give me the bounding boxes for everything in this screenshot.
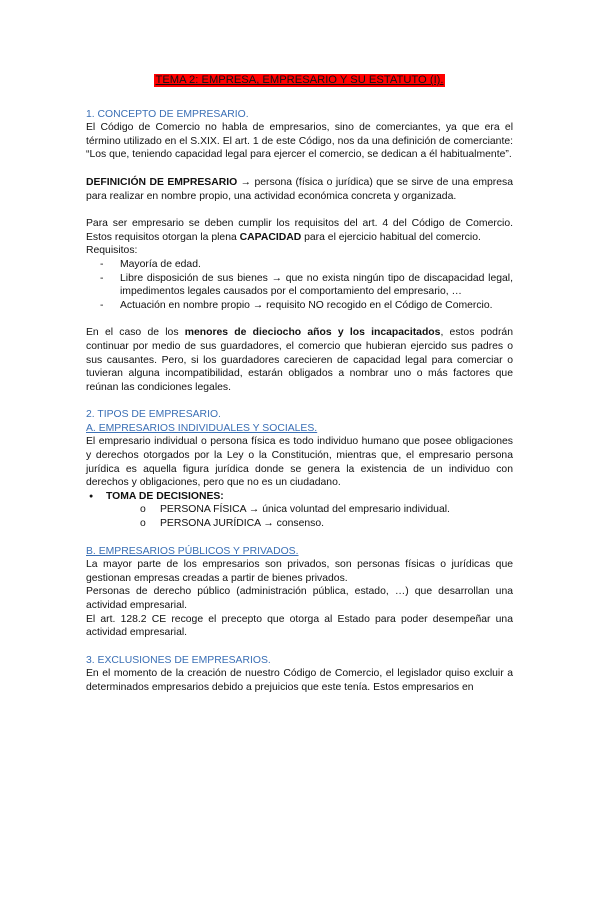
list-item: o PERSONA FÍSICA → única voluntad del empresario individual. (140, 503, 513, 517)
minors-text-a: En el caso de los (86, 327, 185, 339)
section-1-paragraph-1: El Código de Comercio no habla de empresarios, sino de comerciantes, ya que era el término utilizado en el S.XIX. El art. 1 de este Código, nos da una definición de comerciante: “Los que, teniendo capacidad legal para ejercer el comercio, se dedican a él habitualmente”. (86, 122, 513, 161)
decision-list (86, 490, 513, 531)
requirements-text-a: Para ser empresario se deben cumplir los requisitos del art. 4 del Código de Comercio. Estos requisitos otorgan la plena (86, 218, 513, 243)
requirements-text-b: para el ejercicio habitual del comercio. (301, 231, 481, 243)
subsection-b-paragraph-2: Personas de derecho público (administración pública, estado, …) que desarrollan una actividad empresarial. (86, 586, 513, 611)
minors-bold: menores de dieciocho años y los incapacitados (184, 327, 441, 339)
list-item: - Libre disposición de sus bienes → que no exista ningún tipo de discapacidad legal, impedimentos legales causados por el comportamiento del empresario, … (100, 272, 513, 299)
requirements-label: Requisitos: (86, 245, 138, 257)
subsection-a-paragraph: El empresario individual o persona física es todo individuo humano que posee obligaciones y derechos otorgados por la Ley o la Constitución, mientras que, el empresario persona jurídica es aquella figura jurídica donde se genera la existencia de un individuo con derechos y obligaciones, pero que no es un ciudadano. (86, 436, 513, 489)
requirements-paragraph (86, 217, 513, 244)
title-wrap (86, 74, 513, 88)
document-page (0, 74, 599, 922)
list-item (86, 490, 513, 531)
list-item: - Actuación en nombre propio → requisito NO recogido en el Código de Comercio. (100, 299, 513, 313)
minors-text-b: , estos podrán continuar por medio de sus guardadores, el comercio que hubieran ejercido sus padres o sus causantes. Pero, si los guardadores carecieren de capacidad legal para comerciar o tuvieran alguna incompatibilidad, estarán obligados a nombrar uno o más factores que reúnan las condiciones legales. (86, 327, 513, 393)
capacidad-bold: CAPACIDAD (239, 231, 302, 243)
document-title: TEMA 2: EMPRESA, EMPRESARIO Y SU ESTATUTO (I). (155, 74, 444, 86)
subsection-a-heading: A. EMPRESARIOS INDIVIDUALES Y SOCIALES. (86, 422, 318, 434)
requirements-list (86, 258, 513, 312)
decision-sublist (106, 503, 513, 530)
decision-label: TOMA DE DECISIONES: (106, 490, 224, 502)
definition-label: DEFINICIÓN DE EMPRESARIO (86, 176, 238, 188)
definition-paragraph (86, 176, 513, 203)
minors-paragraph (86, 326, 513, 394)
section-3-heading: 3. EXCLUSIONES DE EMPRESARIOS. (86, 654, 271, 666)
subsection-b-paragraph-1: La mayor parte de los empresarios son privados, son personas físicas o jurídicas que gestionan empresas creadas a partir de bienes privados. (86, 559, 513, 584)
section-3-paragraph-1: En el momento de la creación de nuestro Código de Comercio, el legislador quiso excluir a determinados empresarios debido a prejuicios que este tenía. Estos empresarios en (86, 668, 513, 693)
list-item: o PERSONA JURÍDICA → consenso. (140, 517, 513, 531)
section-2-heading: 2. TIPOS DE EMPRESARIO. (86, 409, 221, 421)
section-1-heading: 1. CONCEPTO DE EMPRESARIO. (86, 108, 249, 120)
subsection-b-heading: B. EMPRESARIOS PÚBLICOS Y PRIVADOS. (86, 545, 299, 557)
list-item: - Mayoría de edad. (100, 258, 513, 272)
subsection-b-paragraph-3: El art. 128.2 CE recoge el precepto que otorga al Estado para poder desempeñar una actividad empresarial. (86, 613, 513, 639)
definition-text: → persona (física o jurídica) que se sirve de una empresa para realizar en nombre propio, una actividad económica concreta y organizada. (86, 176, 513, 202)
